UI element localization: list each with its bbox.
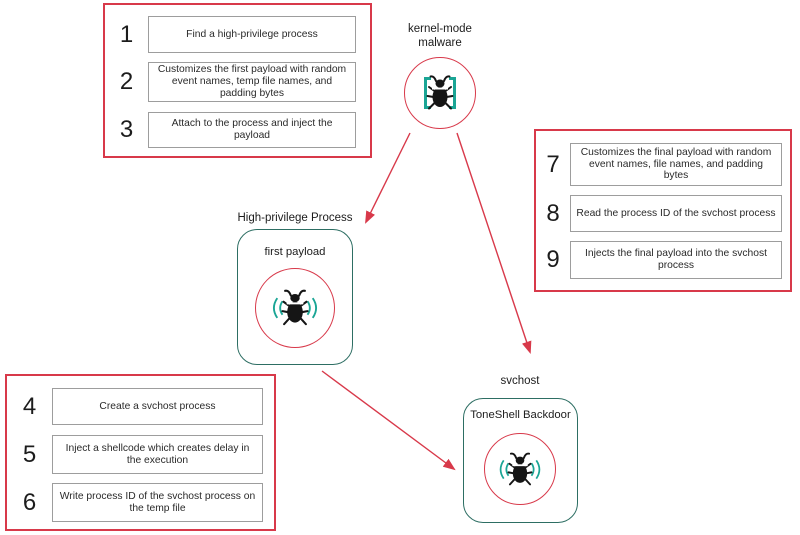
toneshell-backdoor-label: ToneShell Backdoor: [470, 409, 571, 421]
steps-panel-7-9: [534, 129, 792, 292]
kernel-malware-label: kernel-mode malware: [408, 23, 472, 50]
svchost-label: svchost: [500, 375, 540, 387]
steps-panel-4-6: [5, 374, 276, 531]
bug-with-signal-icon: [497, 450, 543, 489]
step-text-box: Injects the final payload into the svchost process: [570, 241, 782, 279]
step-number: 1: [119, 20, 134, 48]
step-text-box: Inject a shellcode which creates delay in the execution: [52, 435, 263, 474]
bug-in-brackets-icon: [417, 73, 463, 113]
kernel-malware-node: [404, 57, 476, 129]
svchost-node: [463, 398, 578, 523]
step-1: [105, 16, 370, 53]
step-2: [105, 62, 370, 102]
step-8: [536, 195, 790, 232]
backdoor-circle: [484, 433, 556, 505]
step-number: 6: [22, 488, 37, 516]
high-privilege-process-node: [237, 229, 353, 365]
step-5: [7, 435, 274, 474]
steps-panel-1-3: [103, 3, 372, 158]
step-number: 8: [546, 199, 560, 227]
arrow-kernel-to-highprivilege: [366, 133, 410, 222]
step-text-box: Customizes the final payload with random event names, file names, and padding bytes: [570, 143, 782, 186]
step-text-box: Write process ID of the svchost process on the temp file: [52, 483, 263, 522]
step-6: [7, 483, 274, 522]
step-text-box: Find a high-privilege process: [148, 16, 356, 53]
high-privilege-process-label: High-privilege Process: [237, 212, 353, 224]
step-9: [536, 241, 790, 279]
step-text-box: Customizes the first payload with random event names, temp file names, and padding bytes: [148, 62, 356, 102]
arrow-kernel-to-svchost: [457, 133, 530, 352]
step-text-box: Attach to the process and inject the payload: [148, 112, 356, 148]
arrow-highprivilege-to-svchost: [322, 371, 454, 469]
step-number: 7: [546, 150, 560, 178]
step-number: 2: [119, 68, 134, 95]
step-number: 4: [22, 392, 37, 420]
step-number: 3: [119, 116, 134, 143]
step-text-box: Create a svchost process: [52, 388, 263, 425]
step-4: [7, 388, 274, 425]
step-text-box: Read the process ID of the svchost process: [570, 195, 782, 232]
first-payload-label: first payload: [264, 246, 326, 258]
payload-circle: [255, 268, 335, 348]
bug-with-signal-icon: [270, 287, 320, 329]
step-number: 9: [546, 246, 560, 273]
step-number: 5: [22, 440, 37, 468]
step-7: [536, 143, 790, 186]
step-3: [105, 112, 370, 148]
